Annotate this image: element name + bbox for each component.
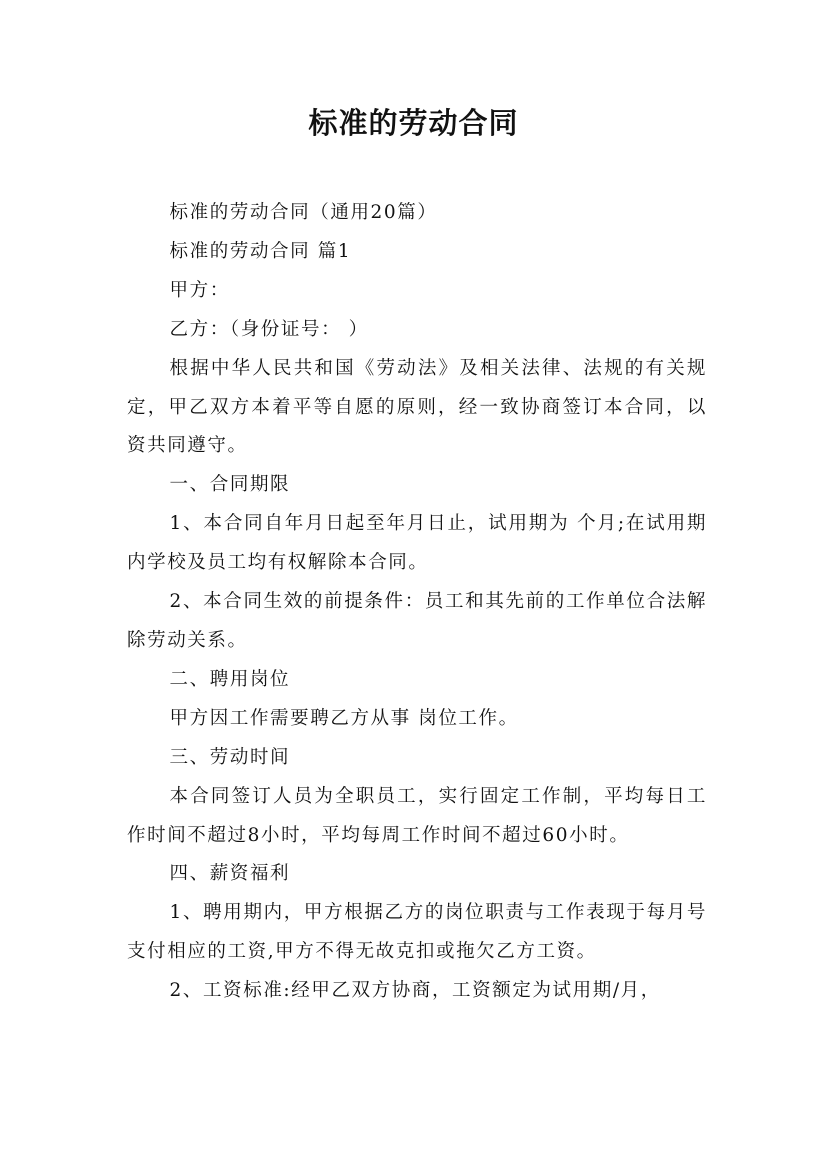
paragraph-term-1: 1、本合同自年月日起至年月日止，试用期为 个月;在试用期内学校及员工均有权解除本合同。 bbox=[127, 513, 707, 574]
paragraph-preamble: 根据中华人民共和国《劳动法》及相关法律、法规的有关规定，甲乙双方本着平等自愿的原则，经一致协商签订本合同，以资共同遵守。 bbox=[127, 357, 707, 457]
paragraph-section-heading: 标准的劳动合同 篇1 bbox=[169, 240, 352, 262]
paragraph-position: 甲方因工作需要聘乙方从事 岗位工作。 bbox=[169, 707, 519, 729]
document-title: 标准的劳动合同 bbox=[308, 106, 519, 140]
heading-contract-term: 一、合同期限 bbox=[169, 474, 291, 496]
heading-working-hours: 三、劳动时间 bbox=[169, 746, 291, 768]
paragraph-party-a: 甲方： bbox=[169, 279, 230, 301]
paragraph-subtitle: 标准的劳动合同（通用20篇） bbox=[169, 202, 438, 223]
paragraph-working-hours: 本合同签订人员为全职员工，实行固定工作制，平均每日工作时间不超过8小时，平均每周工作时间不超过60小时。 bbox=[127, 785, 707, 846]
paragraph-salary-1: 1、聘用期内，甲方根据乙方的岗位职责与工作表现于每月号支付相应的工资,甲方不得无故克扣或拖欠乙方工资。 bbox=[127, 902, 707, 963]
paragraph-salary-2: 2、工资标准:经甲乙双方协商，工资额定为试用期/月， bbox=[169, 980, 661, 1002]
heading-salary-benefits: 四、薪资福利 bbox=[169, 863, 291, 885]
paragraph-party-b: 乙方：（身份证号： ） bbox=[169, 318, 369, 340]
document-body bbox=[127, 194, 707, 1011]
paragraph-term-2: 2、本合同生效的前提条件：员工和其先前的工作单位合法解除劳动关系。 bbox=[127, 591, 707, 651]
heading-position: 二、聘用岗位 bbox=[169, 668, 291, 690]
